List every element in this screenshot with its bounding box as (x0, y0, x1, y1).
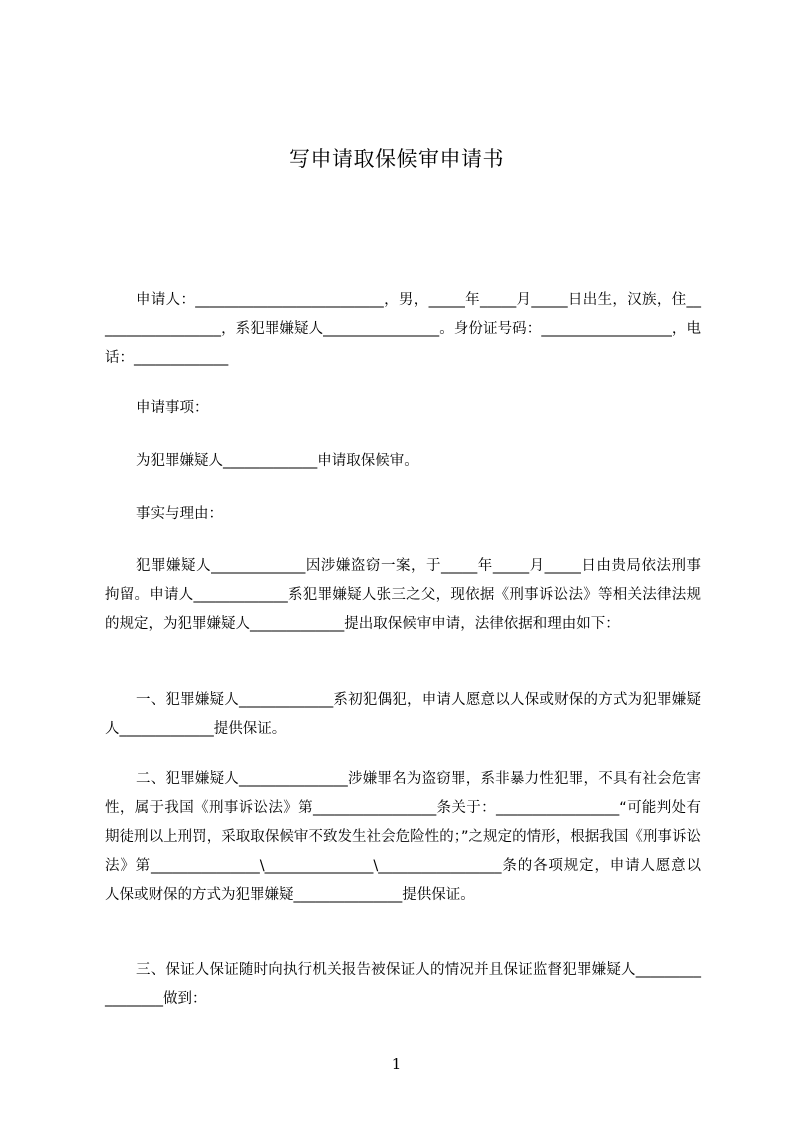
page-number: 1 (391, 1055, 402, 1073)
facts-heading: 事实与理由： (136, 506, 223, 522)
applicant-info-paragraph: 申请人：__________________________，男，_____年_____月_____日出生，汉族，住__________________，系犯罪嫌疑人________________。身份证号码：__________________，电话：_____________ (105, 292, 701, 366)
document-title: 写申请取保候审申请书 (289, 147, 504, 171)
reason-3-paragraph: 三、保证人保证随时向执行机关报告被保证人的情况并且保证监督犯罪嫌疑人_________________做到： (105, 962, 701, 1007)
items-heading: 申请事项： (136, 400, 209, 416)
items-text: 为犯罪嫌疑人_____________申请取保候审。 (136, 453, 419, 469)
reason-1-paragraph: 一、犯罪嫌疑人_____________系初犯偶犯，申请人愿意以人保或财保的方式为犯罪嫌疑人_____________提供保证。 (105, 692, 701, 737)
reason-2-paragraph: 二、犯罪嫌疑人_______________涉嫌罪名为盗窃罪，系非暴力性犯罪，不具有社会危害性，属于我国《刑事诉讼法》第_________________条关于：_________________“可能判处有期徒刑以上刑罚，采取取保候审不致发生社会危险性的；”之规定的情形，根据我国《刑事诉讼法》第_______________\_______________\_________________条的各项规定，申请人愿意以人保或财保的方式为犯罪嫌疑_______________提供保证。 (105, 771, 701, 903)
facts-paragraph: 犯罪嫌疑人_____________因涉嫌盗窃一案，于_____年_____月_____日由贵局依法刑事拘留。申请人_____________系犯罪嫌疑人张三之父，现依据《刑事诉讼法》等相关法律法规的规定，为犯罪嫌疑人_____________提出取保候审申请，法律依据和理由如下： (105, 558, 701, 632)
